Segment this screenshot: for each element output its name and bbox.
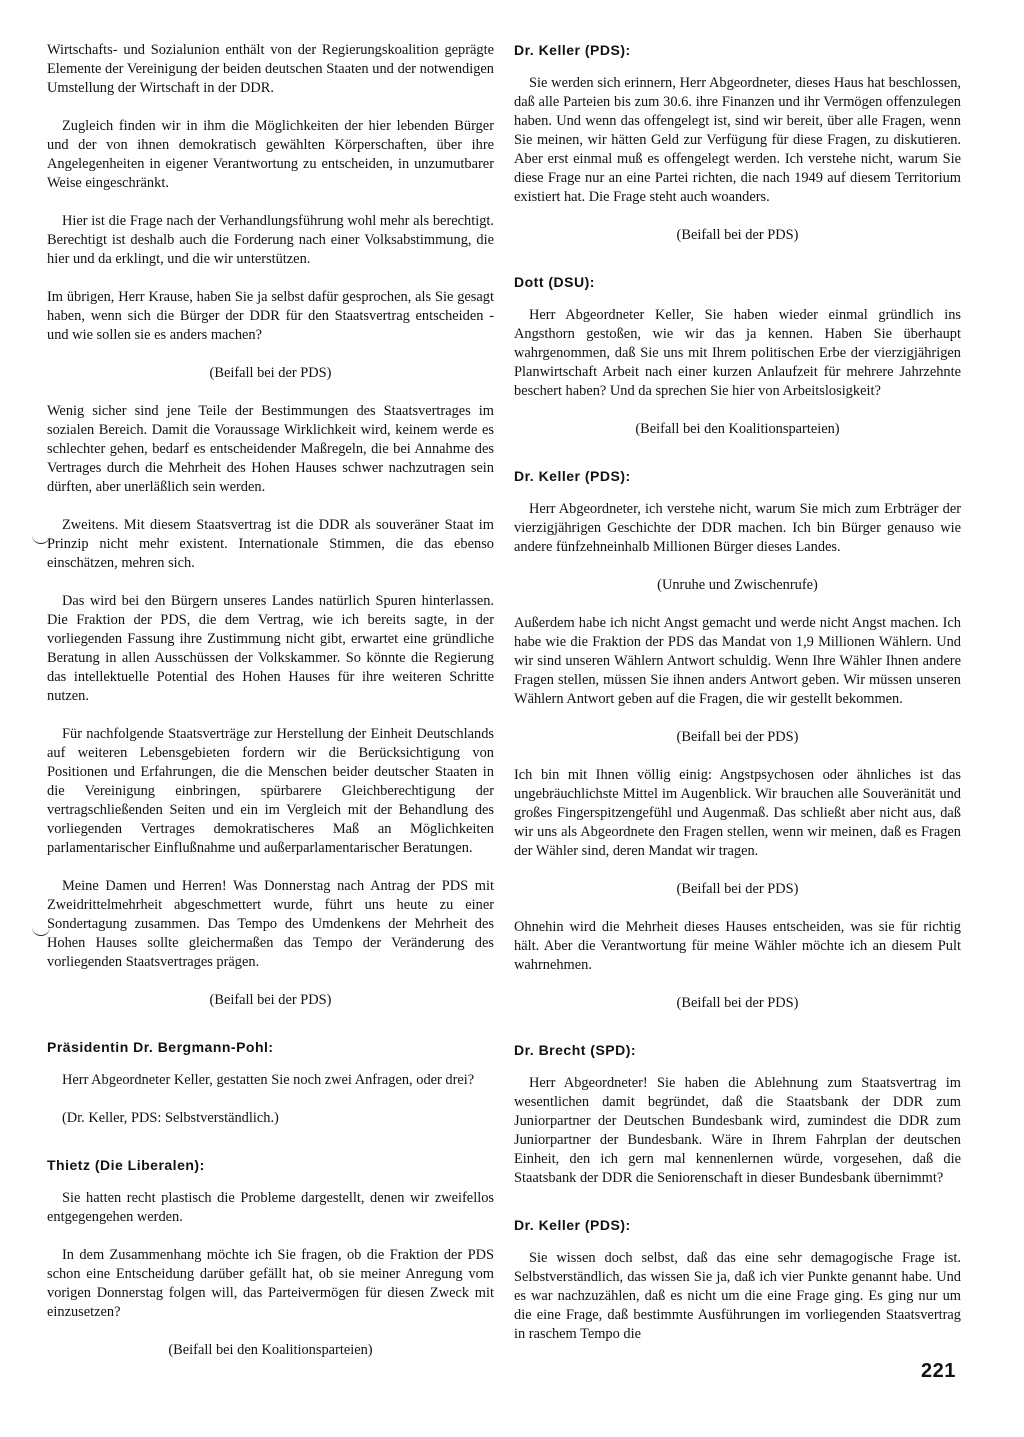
paragraph: Ich bin mit Ihnen völlig einig: Angstpsychosen oder ähnliches ist das ungebräuchlichste Mittel im Augenblick. Wir brauchen alle Souveränität und großes Fingerspitzengefühl und Augenmaß. Das schließt aber nicht aus, daß wir uns als Abgeordnete den Fragen stellen, wenn wir meinen, daß es Fragen der Wähler sind, deren Mandat wir tragen. (514, 767, 961, 859)
paragraph: Zweitens. Mit diesem Staatsvertrag ist die DDR als souveräner Staat im Prinzip nicht mehr existent. Internationale Stimmen, die das ebenso einschätzen, mehren sich. (47, 517, 494, 571)
speaker-name: Dr. Keller (PDS): (514, 42, 631, 58)
interjection: (Beifall bei der PDS) (676, 227, 799, 243)
speaker-name: Dr. Keller (PDS): (514, 1217, 631, 1233)
speaker-name: Präsidentin Dr. Bergmann-Pohl: (47, 1039, 274, 1055)
paragraph: Wenig sicher sind jene Teile der Bestimmungen des Staatsvertrages im sozialen Bereich. Damit die Voraussage Wirklichkeit wird, keinem werde es schlechter gehen, bedarf es entscheidender Maßregeln, die bei Annahme des Vertrages durch die Mehrheit des Hohen Hauses schwer nachzutragen sein dürften, aber unerläßlich sein werden. (47, 403, 494, 495)
paragraph: Zugleich finden wir in ihm die Möglichkeiten der hier lebenden Bürger und der von ihnen demokratisch gewählten Körperschaften, über ihre Angelegenheiten in eigener Verantwortung zu entscheiden, in unzumutbarer Weise eingeschränkt. (47, 118, 494, 191)
page-number: 221 (921, 1360, 956, 1382)
speaker-name: Dr. Brecht (SPD): (514, 1042, 637, 1058)
interjection: (Beifall bei der PDS) (676, 729, 799, 745)
paragraph: In dem Zusammenhang möchte ich Sie fragen, ob die Fraktion der PDS schon eine Entscheidung darüber gefällt hat, ob sie meiner Anregung vom vorigen Donnerstag folgen will, das Parteivermögen für diesen Zweck mit einzusetzen? (47, 1247, 494, 1320)
paragraph: Herr Abgeordneter, ich verstehe nicht, warum Sie mich zum Erbträger der vierzigjährigen Geschichte der DDR machen. Ich bin Bürger genauso wie andere fünfzehneinhalb Millionen Bürger dieses Landes. (514, 501, 961, 555)
right-column (514, 41, 961, 1344)
paragraph: Herr Abgeordneter Keller, Sie haben wieder einmal gründlich ins Angsthorn gestoßen, wie wir das ja kennen. Haben Sie überhaupt wahrgenommen, daß Sie uns mit Ihrem politischen Erbe der vierzigjährigen Planwirtschaft Arbeit nach einer kurzen Anlaufzeit für mehrere Jahrzehnte beschert haben? Und da sprechen Sie hier von Arbeitslosigkeit? (514, 307, 961, 399)
paragraph: Das wird bei den Bürgern unseres Landes natürlich Spuren hinterlassen. Die Fraktion der PDS, die dem Vertrag, wie ich bereits sagte, in der vorliegenden Fassung ihre Zustimmung nicht gibt, erwartet eine gründliche Beratung in allen Ausschüssen der Volkskammer. So könnte die Regierung das intellektuelle Potential des Hohen Hauses für ihre weiteren Schritte nutzen. (47, 593, 494, 704)
interjection: (Beifall bei der PDS) (209, 365, 332, 381)
paragraph: (Dr. Keller, PDS: Selbstverständlich.) (62, 1110, 279, 1126)
interjection: (Beifall bei der PDS) (676, 881, 799, 897)
paragraph: Außerdem habe ich nicht Angst gemacht und werde nicht Angst machen. Ich habe wie die Fraktion der PDS das Mandat von 1,9 Millionen Wählern. Und wir sind unseren Wählern Antwort schuldig. Wenn Ihre Wähler Ihnen andere Fragen stellen, müssen Sie ihnen anders Antwort geben. Wir müssen unseren Wählern Antwort geben auf die Fragen, die wir gestellt bekommen. (514, 615, 961, 707)
paragraph: Wirtschafts- und Sozialunion enthält von der Regierungskoalition geprägte Elemente der Vereinigung der beiden deutschen Staaten und der notwendigen Umstellung der Wirtschaft in der DDR. (47, 42, 494, 96)
paragraph: Ohnehin wird die Mehrheit dieses Hauses entscheiden, was sie für richtig hält. Aber die Verantwortung für meine Wähler möchte ich an diesem Pult wahrnehmen. (514, 919, 961, 973)
paragraph: Sie wissen doch selbst, daß das eine sehr demagogische Frage ist. Selbstverständlich, das wissen Sie ja, daß ich vier Punkte genannt habe. Und es war nachzuzählen, daß es nicht um die eine Frage ging. Es ging nur um die eine Frage, daß bestimmte Ausführungen im vorliegenden Staatsvertrag in raschem Tempo die (514, 1250, 961, 1342)
interjection: (Beifall bei der PDS) (676, 995, 799, 1011)
speaker-name: Dott (DSU): (514, 274, 595, 290)
paragraph: Hier ist die Frage nach der Verhandlungsführung wohl mehr als berechtigt. Berechtigt ist deshalb auch die Forderung nach einer Volksabstimmung, die hier und da erklingt, und die wir unterstützen. (47, 213, 494, 267)
interjection: (Beifall bei den Koalitionsparteien) (168, 1342, 373, 1358)
interjection: (Beifall bei der PDS) (209, 992, 332, 1008)
interjection: (Beifall bei den Koalitionsparteien) (635, 421, 840, 437)
paragraph: Meine Damen und Herren! Was Donnerstag nach Antrag der PDS mit Zweidrittelmehrheit abgeschmettert wurde, führt uns heute zu einer Sondertagung zusammen. Das Tempo des Umdenkens der Mehrheit des Hohen Hauses sollte gleichermaßen das Tempo der Veränderung des vorliegenden Staatsvertrages prägen. (47, 878, 494, 970)
paragraph: Im übrigen, Herr Krause, haben Sie ja selbst dafür gesprochen, als Sie gesagt haben, wenn sich die Bürger der DDR für den Staatsvertrag entscheiden - und wie sollen sie es anders machen? (47, 289, 494, 343)
interjection: (Unruhe und Zwischenrufe) (657, 577, 818, 593)
paragraph: Für nachfolgende Staatsverträge zur Herstellung der Einheit Deutschlands auf weiteren Lebensgebieten fordern wir die Berücksichtigung von Positionen und Erfahrungen, die die Menschen beider deutscher Staaten in die Vereinigung einbringen, spürbarere Gleichberechtigung der vertragschließenden Seiten und ein im Vergleich mit der Behandlung des vorliegenden Vertrages demokratischeres Maß an Möglichkeiten parlamentarischer Einflußnahme und außerparlamentarischer Beratungen. (47, 726, 494, 856)
paragraph: Sie hatten recht plastisch die Probleme dargestellt, denen wir zweifellos entgegengehen werden. (47, 1190, 494, 1225)
speaker-name: Thietz (Die Liberalen): (47, 1157, 205, 1173)
paragraph: Herr Abgeordneter! Sie haben die Ablehnung zum Staatsvertrag im wesentlichen damit begründet, daß die Staatsbank der DDR zum Juniorpartner der Deutschen Bundesbank wird, zumindest die DDR zum Juniorpartner der Bundesbank. Wäre in Ihrem Fahrplan der deutschen Einheit, den ich gern mal kennenlernen würde, vorgesehen, daß die Staatsbank der DDR die Seniorenschaft in dieser Bundesbank übernimmt? (514, 1075, 961, 1186)
paragraph: Sie werden sich erinnern, Herr Abgeordneter, dieses Haus hat beschlossen, daß alle Parteien bis zum 30.6. ihre Finanzen und ihr Vermögen offenzulegen haben. Und wenn das offengelegt ist, sind wir bereit, über alle Fragen, wenn Sie meinen, wir hätten Geld zur Verfügung für diese Fragen, zu diskutieren. Aber erst einmal muß es offengelegt werden. Ich verstehe nicht, warum Sie diese Frage nur an eine Partei richten, die nach 1949 auf diesem Territorium existiert hat. Die Frage steht auch woanders. (514, 75, 961, 205)
paragraph: Herr Abgeordneter Keller, gestatten Sie noch zwei Anfragen, oder drei? (62, 1072, 475, 1088)
left-column (47, 41, 494, 1360)
speaker-name: Dr. Keller (PDS): (514, 468, 631, 484)
